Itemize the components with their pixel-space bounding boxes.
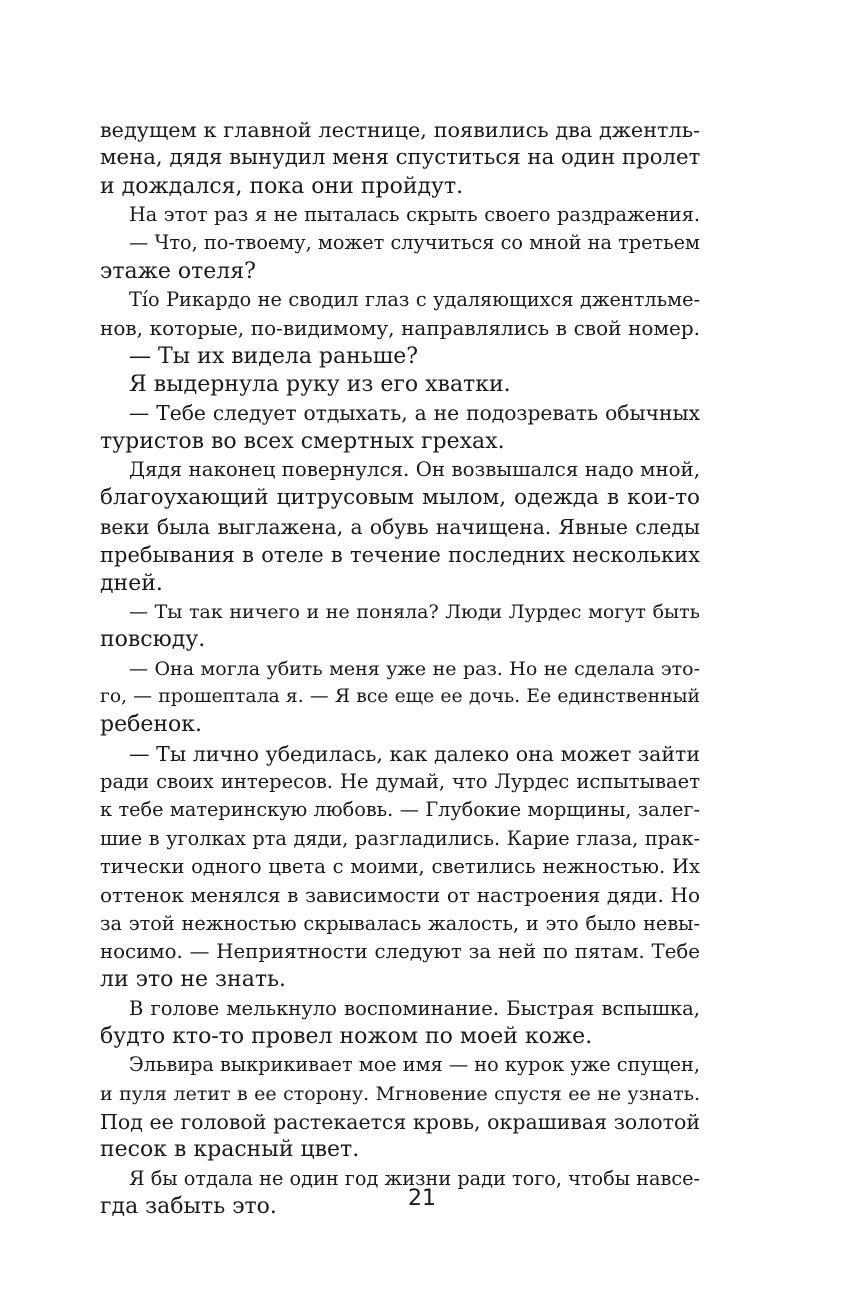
text-line: туристов во всех смертных грехах.	[100, 428, 505, 454]
page-body-text	[100, 116, 700, 1221]
text-line: Под ее головой растекается кровь, окрашивая золотой	[100, 1110, 700, 1135]
text-line: го, — прошептала я. — Я все еще ее дочь. Ее единственный	[100, 685, 700, 707]
text-line: Дядя наконец повернулся. Он возвышался надо мной,	[129, 458, 700, 482]
text-line: носимо. — Неприятности следуют за ней по пятам. Тебе	[100, 939, 700, 963]
text-line: этаже отеля?	[100, 258, 256, 284]
text-line: мена, дядя вынудил меня спуститься на один пролет	[100, 145, 701, 171]
text-line: ведущем к главной лестнице, появились два джентль-	[100, 118, 700, 142]
text-line: оттенок менялся в зависимости от настроения дяди. Но	[100, 883, 700, 908]
text-line: Я бы отдала не один год жизни ради того, чтобы навсе-	[129, 1166, 700, 1190]
text-line: шие в уголках рта дяди, разгладились. Карие глаза, прак-	[100, 826, 700, 850]
text-line: будто кто-то провел ножом по моей коже.	[100, 1024, 593, 1049]
text-line: — Тебе следует отдыхать, а не подозревать обычных	[129, 401, 700, 426]
text-line: Эльвира выкрикивает мое имя — но курок уже спущен,	[129, 1053, 700, 1077]
text-line: дней.	[100, 570, 163, 596]
text-line: за этой нежностью скрывалась жалость, и это было невы-	[100, 911, 700, 935]
text-line: ради своих интересов. Не думай, что Лурдес испытывает	[100, 769, 700, 793]
text-line: песок в красный цвет.	[100, 1137, 360, 1163]
text-line: благоухающий цитрусовым мылом, одежда в кои-то	[100, 485, 700, 511]
text-line: гда забыть это.	[100, 1194, 277, 1220]
text-line: и пуля летит в ее сторону. Мгновение спустя ее не узнать.	[100, 1082, 700, 1105]
text-line: Я выдернула руку из его хватки.	[129, 372, 511, 398]
text-line: ребенок.	[100, 712, 203, 738]
text-line: На этот раз я не пыталась скрыть своего раздражения.	[129, 203, 700, 227]
text-line: Tío Рикардо не сводил глаз с удаляющихся джентльме-	[129, 288, 700, 312]
text-line: — Ты их видела раньше?	[129, 343, 419, 369]
text-line: ли это не знать.	[100, 967, 286, 993]
page-number: 21	[408, 1186, 436, 1211]
text-line: — Что, по-твоему, может случиться со мной на третьем	[129, 231, 700, 255]
text-line: к тебе материнскую любовь. — Глубокие морщины, залег-	[100, 798, 700, 822]
text-line: В голове мелькнуло воспоминание. Быстрая вспышка,	[129, 996, 700, 1020]
text-line: пребывания в отеле в течение последних нескольких	[100, 543, 700, 568]
text-line: — Ты так ничего и не поняла? Люди Лурдес могут быть	[129, 600, 700, 623]
text-line: тически одного цвета с моими, светились нежностью. Их	[100, 854, 700, 878]
text-line: — Ты лично убедилась, как далеко она может зайти	[129, 741, 700, 766]
text-line: веки была выглажена, а обувь начищена. Явные следы	[100, 514, 700, 539]
text-line: повсюду.	[100, 627, 206, 653]
text-line: и дождался, пока они пройдут.	[100, 173, 464, 199]
text-line: — Она могла убить меня уже не раз. Но не сделала это-	[129, 657, 700, 680]
text-line: нов, которые, по-видимому, направлялись в свой номер.	[100, 316, 700, 341]
